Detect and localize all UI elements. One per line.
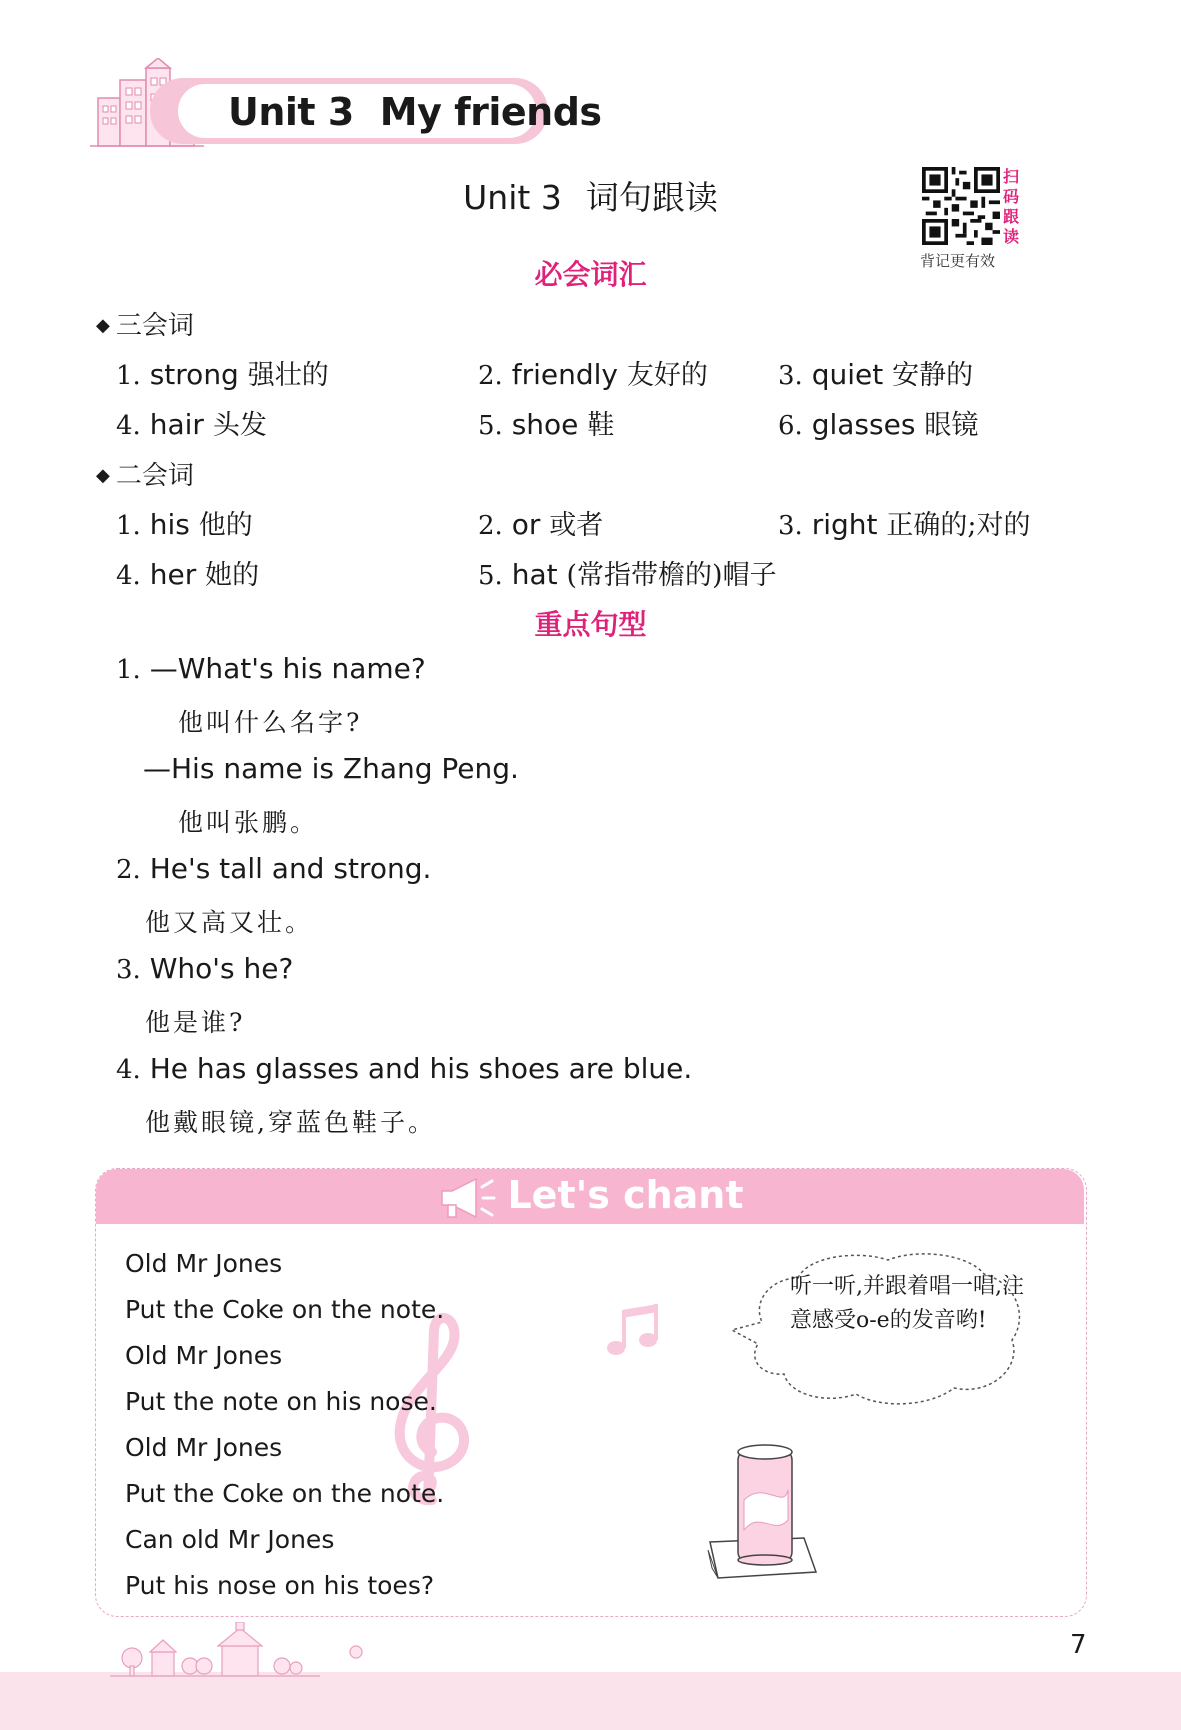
chant-line: Old Mr Jones: [125, 1341, 283, 1370]
sentence-cn: 他叫什么名字?: [178, 708, 363, 737]
sentence-cn: 他叫张鹏。: [178, 808, 319, 837]
sentence-en: 3. Who's he?: [116, 952, 294, 985]
vocab-item: 4. hair 头发: [116, 408, 267, 441]
vocab-item: 2. friendly 友好的: [478, 358, 708, 391]
qr-side-label: 扫 码 跟 读: [1003, 167, 1020, 246]
footer-town-illustration: [110, 1622, 370, 1678]
speech-bubble-text: 听一听,并跟着唱一唱,注意感受o-e的发音哟!: [790, 1274, 1024, 1333]
chant-line: Can old Mr Jones: [125, 1525, 335, 1554]
sentence-en: —His name is Zhang Peng.: [143, 752, 519, 785]
page-number: 7: [1070, 1630, 1087, 1660]
coke-can-illustration: [704, 1440, 824, 1582]
sentences-heading: 重点句型: [534, 608, 647, 641]
unit-title: Unit 3 My friends: [228, 90, 602, 134]
music-note-icon: [604, 1300, 664, 1360]
vocab-item: 2. or 或者: [478, 508, 604, 541]
chant-line: Old Mr Jones: [125, 1433, 283, 1462]
vocab-item: 3. quiet 安静的: [778, 358, 974, 391]
qr-caption: 背记更有效: [920, 252, 996, 270]
footer-band: [0, 1672, 1181, 1730]
chant-line: Put the Coke on the note.: [125, 1295, 445, 1324]
qr-code-icon[interactable]: [922, 167, 1000, 245]
sentence-cn: 他又高又壮。: [145, 908, 314, 937]
chant-title: Let's chant: [507, 1173, 744, 1217]
section-title: Unit 3 词句跟读: [463, 178, 718, 217]
chant-line: Put the note on his nose.: [125, 1387, 437, 1416]
vocab-item: 6. glasses 眼镜: [778, 408, 979, 441]
chant-line: Put his nose on his toes?: [125, 1571, 435, 1600]
sentence-cn: 他戴眼镜,穿蓝色鞋子。: [145, 1108, 436, 1137]
vocab-item: 1. strong 强壮的: [116, 358, 329, 391]
sentence-cn: 他是谁?: [145, 1008, 246, 1037]
sentence-en: 4. He has glasses and his shoes are blue.: [116, 1052, 693, 1085]
vocab-item: 1. his 他的: [116, 508, 253, 541]
sentence-en: 1. —What's his name?: [116, 652, 426, 685]
vocab-group-label: ◆ 二会词: [96, 461, 194, 491]
vocab-item: 5. shoe 鞋: [478, 408, 615, 441]
vocab-item: 4. her 她的: [116, 558, 260, 591]
vocab-item: 5. hat (常指带檐的)帽子: [478, 558, 777, 591]
vocab-group-label: ◆ 三会词: [96, 311, 194, 341]
chant-line: Old Mr Jones: [125, 1249, 283, 1278]
sentence-en: 2. He's tall and strong.: [116, 852, 432, 885]
vocab-item: 3. right 正确的;对的: [778, 508, 1031, 541]
vocab-heading: 必会词汇: [534, 258, 647, 291]
chant-line: Put the Coke on the note.: [125, 1479, 445, 1508]
